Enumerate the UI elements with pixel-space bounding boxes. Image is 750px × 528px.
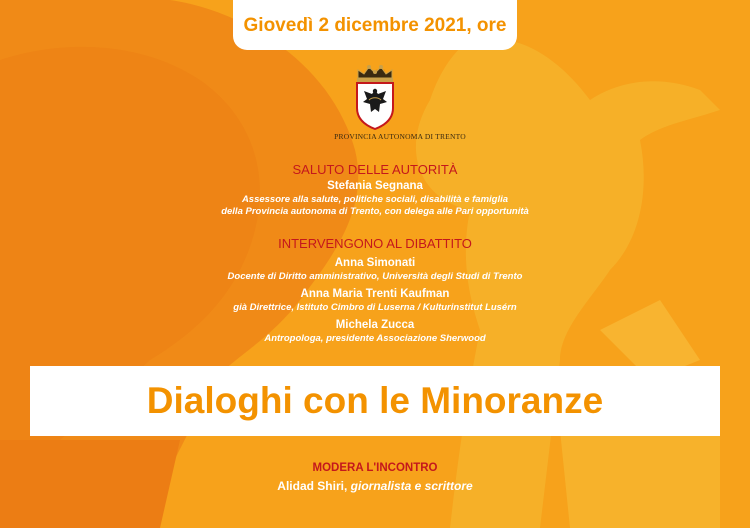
event-date: Giovedì 2 dicembre 2021, ore <box>243 15 507 36</box>
panel-speaker-role: Antropologa, presidente Associazione Sherwood <box>264 333 486 344</box>
event-title: Dialoghi con le Minoranze <box>146 380 604 421</box>
greetings-speaker-role-line1: Assessore alla salute, politiche sociali, disabilità e famiglia <box>241 194 509 205</box>
moderator-name: Alidad Shiri <box>277 479 344 493</box>
event-date-tab <box>233 0 517 50</box>
organization-name: PROVINCIA AUTONOMA DI TRENTO <box>334 132 466 141</box>
moderator-heading: MODERA L'INCONTRO <box>312 462 438 474</box>
greetings-heading: SALUTO DELLE AUTORITÀ <box>292 162 458 177</box>
panel-speaker-role: Docente di Diritto amministrativo, Università degli Studi di Trento <box>227 271 523 282</box>
eagle-coat-of-arms-icon <box>352 64 398 130</box>
panel-speaker-role: già Direttrice, Istituto Cimbro di Luserna / Kulturinstitut Lusérn <box>233 302 517 313</box>
panel-speaker-name: Anna Simonati <box>334 257 416 269</box>
moderator-section <box>175 462 575 493</box>
moderator-line: Alidad Shiri, giornalista e scrittore <box>277 479 473 493</box>
panel-section <box>175 236 575 344</box>
panel-speaker-name: Anna Maria Trenti Kaufman <box>300 288 450 300</box>
event-title-band <box>30 366 720 436</box>
panel-speaker-name: Michela Zucca <box>335 319 415 331</box>
greetings-section <box>175 162 575 217</box>
panel-heading: INTERVENGONO AL DIBATTITO <box>278 236 472 251</box>
greetings-speaker-role-line2: della Provincia autonoma di Trento, con delega alle Pari opportunità <box>221 206 529 217</box>
moderator-role: giornalista e scrittore <box>350 479 473 493</box>
greetings-speaker-name: Stefania Segnana <box>327 180 423 192</box>
